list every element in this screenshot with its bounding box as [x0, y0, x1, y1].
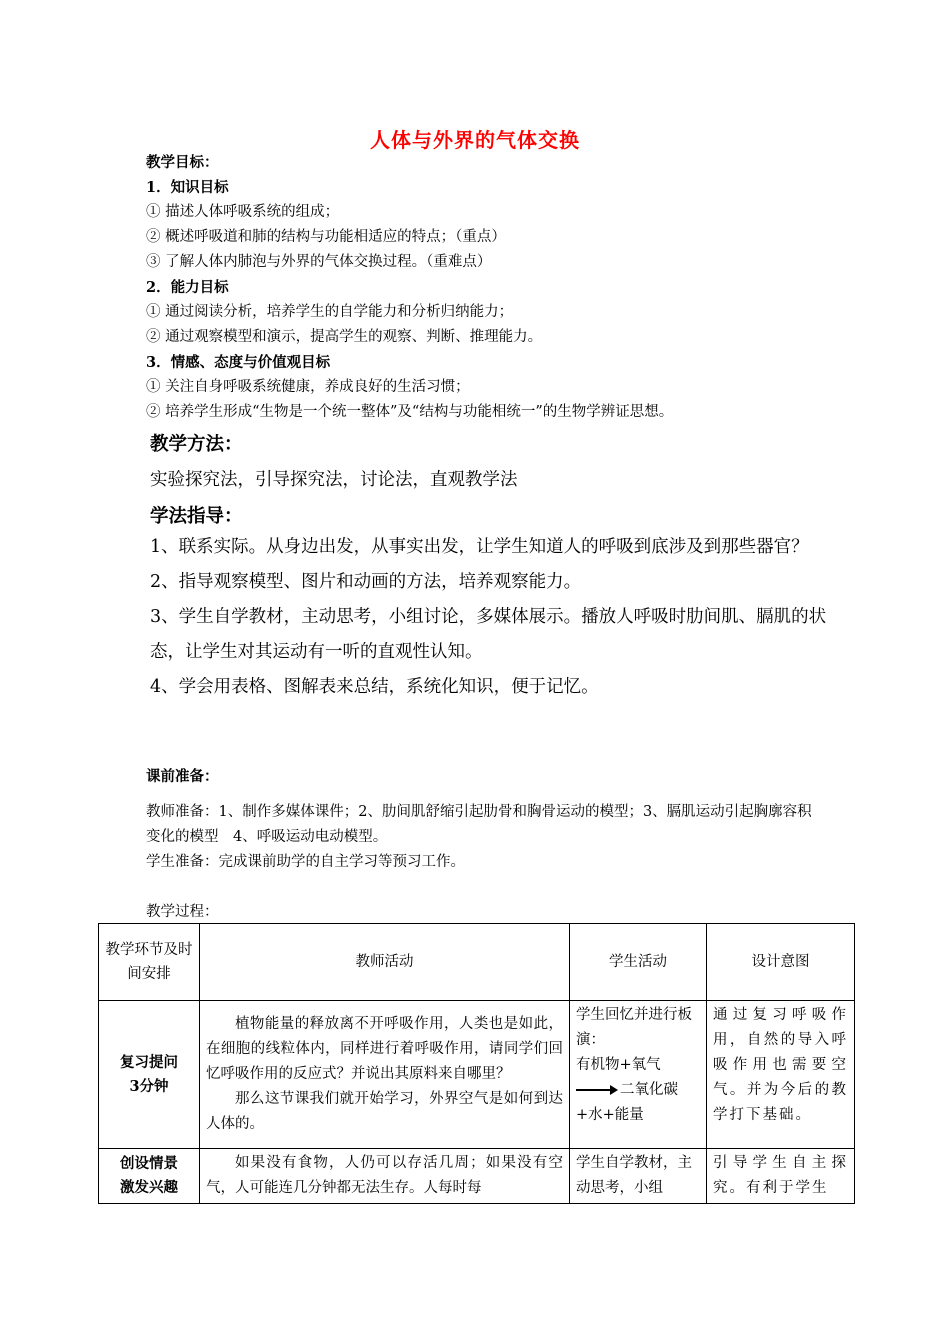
reaction-line [576, 1078, 700, 1128]
goal-item: ① 关注自身呼吸系统健康，养成良好的生活习惯； [146, 379, 470, 395]
knowledge-goals-heading: 1．知识目标 [146, 179, 229, 196]
teacher-paragraph: 如果没有食物，人仍可以存活几周；如果没有空气，人可能连几分钟都无法生存。人每时每 [206, 1155, 563, 1196]
guide-item: 4、学会用表格、图解表来总结，系统化知识，便于记忆。 [150, 677, 599, 697]
stage-time: 3分钟 [129, 1077, 169, 1095]
goal-item: ① 通过阅读分析，培养学生的自学能力和分析归纳能力； [146, 304, 514, 320]
guide-list [150, 530, 830, 705]
teacher-prep: 教师准备：1、制作多媒体课件；2、肋间肌舒缩引起肋骨和胸骨运动的模型；3、膈肌运动引起胸廓容积变化的模型 4、呼吸运动电动模型。 [146, 804, 812, 845]
goal-item: ① 描述人体呼吸系统的组成； [146, 204, 340, 220]
stage-name: 创设情景 [120, 1155, 178, 1172]
goals-heading: 教学目标： [146, 154, 219, 171]
teacher-activity-cell [200, 1001, 570, 1149]
header-stage: 教学环节及时间安排 [99, 924, 200, 1001]
guide-item: 3、学生自学教材，主动思考，小组讨论，多媒体展示。播放人呼吸时肋间肌、膈肌的状态，让学生对其运动有一听的直观性认知。 [150, 607, 827, 662]
process-table [98, 923, 855, 1204]
goal-item: ③ 了解人体内肺泡与外界的气体交换过程。（重难点） [146, 254, 492, 270]
method-heading: 教学方法： [150, 434, 243, 455]
goal-item: ② 概述呼吸道和肺的结构与功能相适应的特点；（重点） [146, 229, 506, 245]
stage-name: 复习提问 [120, 1053, 178, 1071]
arrow-icon [576, 1089, 616, 1091]
student-prep: 学生准备：完成课前助学的自主学习等预习工作。 [146, 854, 465, 870]
design-intent-cell: 通过复习呼吸作用，自然的导入呼吸作用也需要空气。并为今后的教学打下基础。 [707, 1001, 855, 1149]
prep-heading: 课前准备： [146, 768, 219, 785]
student-activity-cell: 学生自学教材，主动思考，小组 [570, 1149, 707, 1204]
goal-item: ② 通过观察模型和演示，提高学生的观察、判断、推理能力。 [146, 329, 543, 345]
page-title: 人体与外界的气体交换 [370, 128, 580, 152]
student-activity-cell [570, 1001, 707, 1149]
header-student: 学生活动 [570, 924, 707, 1001]
student-text: 学生回忆并进行板演： [576, 1007, 692, 1048]
teaching-goals [146, 150, 846, 425]
stage-time: 激发兴趣 [120, 1179, 178, 1196]
header-design: 设计意图 [707, 924, 855, 1001]
table-row [99, 1001, 855, 1149]
header-teacher: 教师活动 [200, 924, 570, 1001]
guide-item: 2、指导观察模型、图片和动画的方法，培养观察能力。 [150, 572, 582, 592]
student-text: 有机物+氧气 [576, 1057, 661, 1073]
guide-heading: 学法指导： [150, 506, 243, 527]
design-intent-cell: 引导学生自主探究。有利于学生 [707, 1149, 855, 1204]
guide-item: 1、联系实际。从身边出发，从事实出发，让学生知道人的呼吸到底涉及到那些器官？ [150, 537, 809, 557]
ability-goals-heading: 2．能力目标 [146, 279, 229, 296]
process-label: 教学过程： [146, 904, 219, 920]
prep-section [146, 800, 826, 875]
table-header-row [99, 924, 855, 1001]
emotion-goals-heading: 3．情感、态度与价值观目标 [146, 354, 331, 371]
method-text: 实验探究法，引导探究法，讨论法，直观教学法 [150, 470, 518, 490]
student-text: 二氧化碳+水+能量 [576, 1082, 678, 1123]
teacher-activity-cell [200, 1149, 570, 1204]
table-row [99, 1149, 855, 1204]
teacher-paragraph: 那么这节课我们就开始学习，外界空气是如何到达人体的。 [206, 1091, 563, 1132]
stage-cell [99, 1001, 200, 1149]
stage-cell [99, 1149, 200, 1204]
goal-item: ② 培养学生形成“生物是一个统一整体”及“结构与功能相统一”的生物学辨证思想。 [146, 404, 674, 420]
teacher-paragraph: 植物能量的释放离不开呼吸作用，人类也是如此，在细胞的线粒体内，同样进行着呼吸作用，请同学们回忆呼吸作用的反应式？并说出其原料来自哪里？ [206, 1016, 563, 1082]
